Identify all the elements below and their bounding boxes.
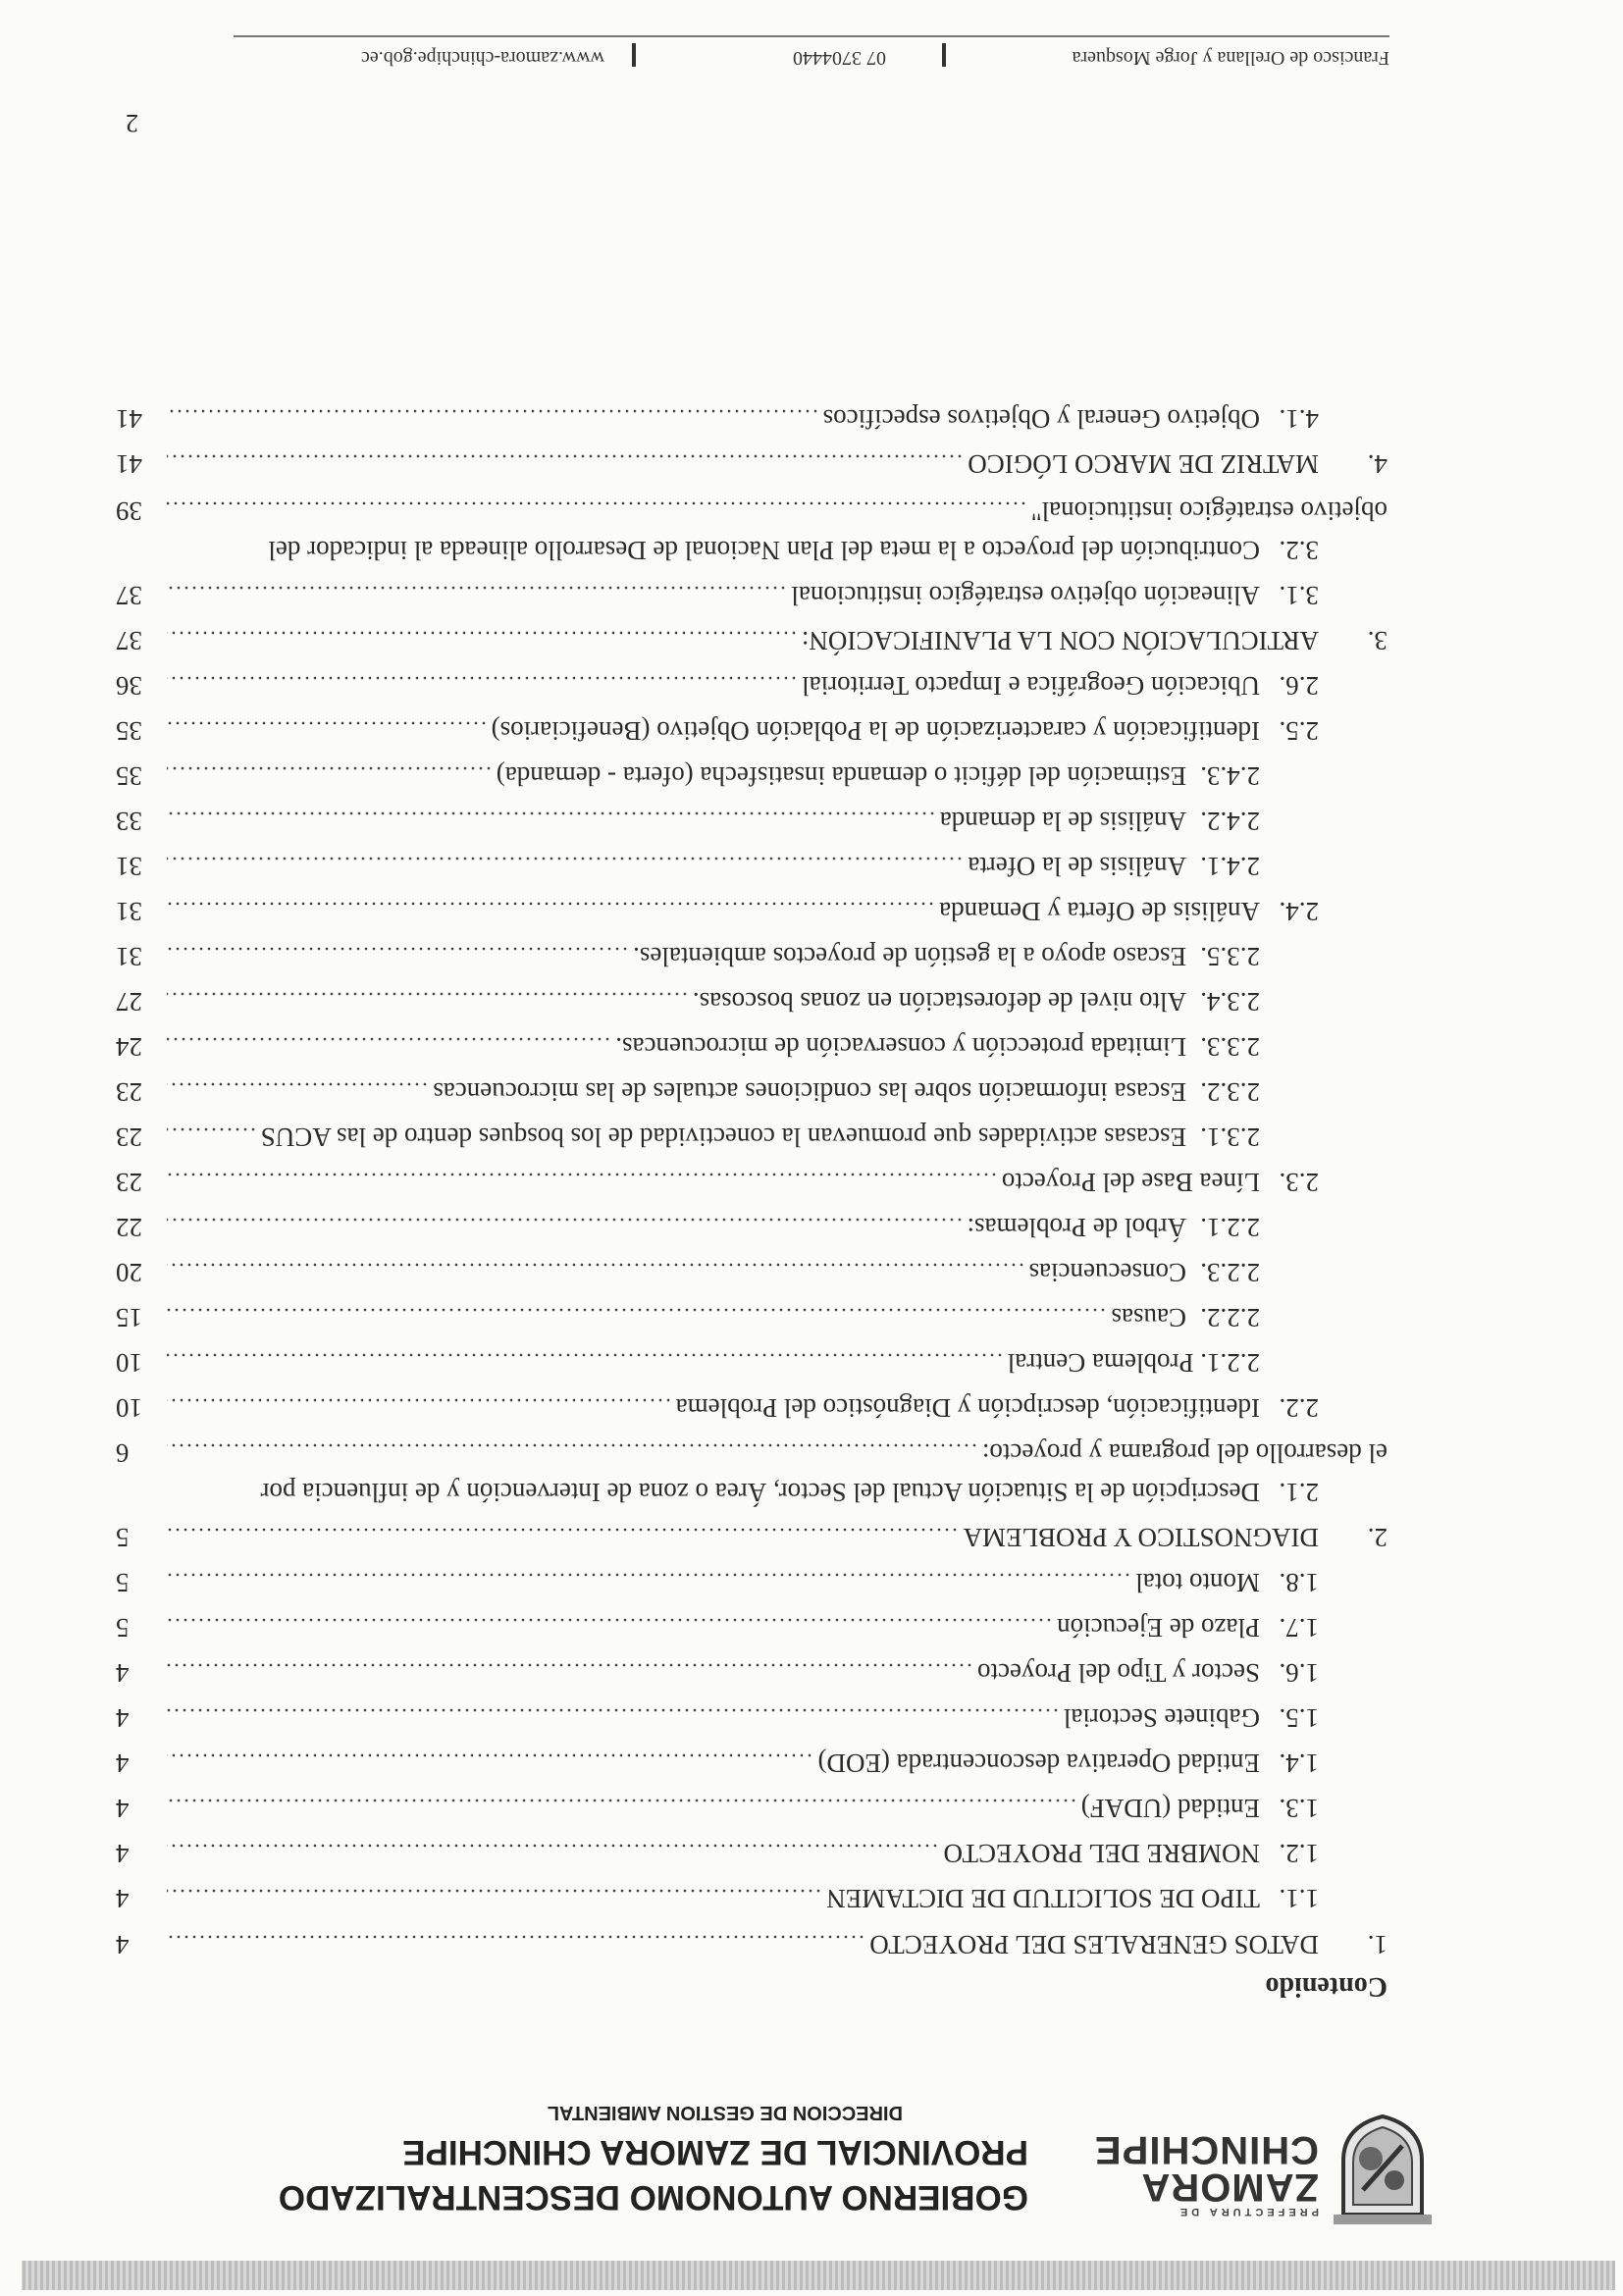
- toc-entry-number: 2.4.2.: [1200, 807, 1260, 836]
- toc-entry-page: 23: [116, 1122, 142, 1152]
- toc-entry-label: Monto total: [1135, 1568, 1260, 1597]
- toc-entry-leader: [167, 845, 1186, 888]
- toc-entry-number: 2.2.1.: [1200, 1213, 1260, 1242]
- toc-entry[interactable]: [0, 1877, 1623, 1920]
- toc-entry-number: 1.1.: [1279, 1884, 1319, 1913]
- toc-entry-number: 3.2.: [1279, 536, 1319, 565]
- toc-entry-number: 2.3.: [1279, 1168, 1319, 1197]
- toc-entry-leader: [167, 1651, 1260, 1695]
- dot-leader: [167, 586, 787, 590]
- toc-entry-page: 23: [116, 1168, 142, 1197]
- dot-leader: [167, 992, 689, 996]
- toc-entry[interactable]: [0, 1516, 1623, 1559]
- toc-entry-label: Objetivo General y Objetivos específicos: [822, 404, 1260, 434]
- toc-entry-leader: [167, 1877, 1260, 1920]
- toc-entry-number: 1.2.: [1279, 1839, 1319, 1868]
- toc-entry-label: Alto nivel de deforestación en zonas boscosas.: [692, 987, 1186, 1017]
- dot-leader: [167, 857, 964, 861]
- toc-entry-leader: [167, 574, 1260, 617]
- toc-entry[interactable]: [0, 1251, 1623, 1294]
- toc-entry-number: 1.: [1367, 1930, 1387, 1959]
- dot-leader: [167, 1398, 672, 1402]
- toc-entry[interactable]: [0, 845, 1623, 888]
- toc-entry[interactable]: [0, 755, 1623, 798]
- toc-entry[interactable]: [0, 1386, 1623, 1430]
- toc-entry[interactable]: [0, 1742, 1623, 1785]
- toc-entry-number: 1.8.: [1279, 1568, 1319, 1597]
- toc-entry-label: Análisis de la demanda: [939, 807, 1186, 836]
- toc-entry-leader: [167, 1025, 1186, 1069]
- toc-entry-leader: [167, 619, 1319, 662]
- dot-leader: [167, 1935, 865, 1939]
- toc-entry-page: 39: [116, 496, 142, 526]
- toc-entry[interactable]: [0, 1651, 1623, 1695]
- toc-entry-leader: [167, 1923, 1319, 1966]
- toc-entry-label: Contribución del proyecto a la meta del Plan Nacional de Desarrollo alineada al indicador del: [268, 536, 1260, 565]
- toc-entry-page: 37: [116, 581, 142, 610]
- dot-leader: [167, 1443, 978, 1447]
- toc-entry-number: 2.4.3.: [1200, 761, 1260, 791]
- toc-entry-label: Identificación y caracterización de la Población Objetivo (Beneficiarios): [491, 716, 1260, 746]
- government-title-line-2: PROVINCIAL DE ZAMORA CHINCHIPE: [402, 2133, 1028, 2171]
- toc-entry-leader: [167, 935, 1186, 978]
- toc-entry-number: 1.3.: [1279, 1794, 1319, 1823]
- toc-entry[interactable]: [0, 935, 1623, 978]
- toc-entry-label: Plazo de Ejecución: [1057, 1613, 1260, 1643]
- dot-leader: [167, 1573, 1131, 1577]
- toc-entry-number: 2.6.: [1279, 671, 1319, 701]
- footer: [234, 39, 1389, 69]
- toc-entry-leader: [167, 443, 1319, 486]
- footer-rule: [234, 35, 1389, 37]
- toc-entry-label: Alineación objetivo estratégico institucional: [791, 581, 1260, 610]
- dot-leader: [167, 721, 488, 725]
- toc-entry-page: 4: [116, 1930, 130, 1959]
- toc-entry-leader: [167, 709, 1260, 753]
- government-title-line-1: GOBIERNO AUTONOMO DESCENTRALIZADO: [278, 2178, 1028, 2217]
- toc-entry-page: 5: [116, 1613, 130, 1643]
- toc-entry-number: 1.4.: [1279, 1748, 1319, 1778]
- dot-leader: [167, 676, 798, 680]
- toc-entry-leader: [167, 1386, 1260, 1430]
- dot-leader: [167, 1663, 973, 1667]
- toc-entry-label: Gabinete Sectorial: [1063, 1703, 1260, 1733]
- dot-leader: [167, 1799, 1077, 1802]
- toc-entry-page: 15: [116, 1303, 142, 1332]
- dot-leader: [167, 1353, 1004, 1357]
- toc-entry-leader: [167, 755, 1186, 798]
- toc-entry[interactable]: [0, 1696, 1623, 1740]
- toc-entry-page: 10: [116, 1393, 142, 1423]
- dot-leader: [167, 1753, 813, 1757]
- toc-entry-leader: [167, 800, 1186, 843]
- toc-entry[interactable]: [0, 443, 1623, 486]
- dot-leader: [167, 409, 819, 413]
- toc-entry-page: 24: [116, 1032, 142, 1062]
- toc-entry[interactable]: [0, 890, 1623, 933]
- toc-entry-leader: [167, 664, 1260, 707]
- toc-entry[interactable]: [0, 619, 1623, 662]
- toc-entry[interactable]: [0, 1432, 1623, 1514]
- toc-entry-leader: [167, 1606, 1260, 1649]
- toc-entry-leader: [167, 1516, 1319, 1559]
- toc-entry-leader: [167, 1742, 1260, 1785]
- toc-entry-label: Análisis de Oferta y Demanda: [939, 897, 1260, 926]
- toc-entry[interactable]: [0, 1606, 1623, 1649]
- toc-entry-leader: [167, 1251, 1186, 1294]
- toc-entry[interactable]: [0, 709, 1623, 753]
- toc-entry[interactable]: [0, 1832, 1623, 1875]
- toc-entry-leader: [167, 890, 1260, 933]
- dot-leader: [167, 1127, 257, 1131]
- toc-entry-number: 4.: [1367, 449, 1387, 479]
- toc-entry-label: DIAGNOSTICO Y PROBLEMA: [963, 1523, 1319, 1552]
- footer-address: Francisco de Orellana y Jorge Mosquera: [1072, 47, 1389, 69]
- toc-entry-page: 35: [116, 761, 142, 791]
- dot-leader: [167, 1844, 939, 1848]
- toc-entry-leader: [167, 1116, 1186, 1159]
- toc-entry-number: 2.2.3.: [1200, 1258, 1260, 1287]
- toc-entry-page: 4: [116, 1703, 130, 1733]
- toc-entry-page: 4: [116, 1658, 130, 1688]
- toc-entry[interactable]: [0, 1070, 1623, 1114]
- toc-entry-page: 31: [116, 942, 142, 971]
- toc-entry-page: 37: [116, 626, 142, 655]
- toc-entry-leader: [167, 397, 1260, 441]
- toc-entry-page: 10: [116, 1348, 142, 1378]
- dot-leader: [167, 811, 936, 815]
- toc-entry-number: 2.5.: [1279, 716, 1319, 746]
- dot-leader: [167, 1037, 611, 1041]
- toc-title: Contenido: [1265, 1971, 1387, 2002]
- toc-entry-label: NOMBRE DEL PROYECTO: [943, 1839, 1260, 1868]
- toc-entry-page: 33: [116, 807, 142, 836]
- toc-entry-label: Sector y Tipo del Proyecto: [977, 1658, 1260, 1688]
- toc-entry-leader: [167, 1296, 1186, 1339]
- toc-entry-leader: [167, 1206, 1186, 1249]
- dot-leader: [167, 501, 1027, 505]
- dot-leader: [167, 1173, 998, 1176]
- toc-entry-label: Consecuencias: [1028, 1258, 1186, 1287]
- toc-entry-leader: [167, 1432, 1387, 1475]
- toc-entry-label-continued: el desarrollo del programa y proyecto:: [981, 1438, 1387, 1468]
- toc-entry-label: Árbol de Problemas:: [967, 1213, 1186, 1242]
- toc-entry[interactable]: [0, 980, 1623, 1023]
- toc-entry-page: 31: [116, 852, 142, 881]
- toc-entry[interactable]: [0, 397, 1623, 441]
- toc-entry-label: 2.2.1. Problema Central: [1007, 1348, 1260, 1378]
- brand-line-2: CHINCHIPE: [1093, 2128, 1319, 2171]
- dot-leader: [167, 1708, 1060, 1712]
- toc-entry-label: Escasa información sobre las condiciones actuales de las microcuencas: [433, 1077, 1186, 1107]
- toc-entry-label: Línea Base del Proyecto: [1001, 1168, 1260, 1197]
- toc-entry[interactable]: [0, 1206, 1623, 1249]
- footer-separator: [632, 43, 636, 67]
- toc-entry-label: Estimación del déficit o demanda insatisfecha (oferta - demanda): [496, 761, 1186, 791]
- toc-entry-leader: [167, 1832, 1260, 1875]
- footer-website[interactable]: www.zamora-chinchipe.gob.ec: [360, 47, 604, 69]
- toc-entry-label: Descripción de la Situación Actual del Sector, Área o zona de Intervención y de influencia por: [260, 1478, 1260, 1507]
- toc-entry-page: 4: [116, 1748, 130, 1778]
- toc-entry-number: 2.3.2.: [1200, 1077, 1260, 1107]
- toc-entry-number: 2.: [1367, 1523, 1387, 1552]
- toc-entry-page: 4: [116, 1884, 130, 1913]
- toc-entry-number: 2.2.2.: [1200, 1303, 1260, 1332]
- toc-entry-page: 31: [116, 897, 142, 926]
- toc-entry-page: 27: [116, 987, 142, 1017]
- toc-entry[interactable]: [0, 800, 1623, 843]
- toc-entry-leader: [167, 1341, 1260, 1384]
- dot-leader: [167, 1082, 429, 1086]
- toc-entry-label: Ubicación Geográfica e Impacto Territorial: [802, 671, 1260, 701]
- toc-entry-label: ARTICULACIÓN CON LA PLANIFICACIÓN:: [801, 626, 1319, 655]
- toc-entry-page: 5: [116, 1523, 130, 1552]
- toc-entry-label: Identificación, descripción y Diagnóstico del Problema: [675, 1393, 1260, 1423]
- toc-entry-page: 41: [116, 449, 142, 479]
- toc-entry-number: 2.3.1.: [1200, 1122, 1260, 1152]
- toc-entry-label: Causas: [1111, 1303, 1186, 1332]
- brand-prefix: PREFECTURA DE: [1176, 2206, 1319, 2218]
- toc-entry-number: 1.5.: [1279, 1703, 1319, 1733]
- toc-entry-page: 4: [116, 1839, 130, 1868]
- toc-entry-label: Entidad (UDAF): [1080, 1794, 1260, 1823]
- footer-separator: [942, 43, 946, 67]
- toc-entry-number: 2.4.1.: [1200, 852, 1260, 881]
- department-name: DIRECCION DE GESTION AMBIENTAL: [547, 2102, 903, 2123]
- dot-leader: [167, 631, 798, 635]
- toc-entry[interactable]: [0, 1296, 1623, 1339]
- dot-leader: [167, 766, 493, 770]
- toc-entry-label: Escaso apoyo a la gestión de proyectos ambientales.: [633, 942, 1186, 971]
- toc-entry-number: 2.2.: [1279, 1393, 1319, 1423]
- toc-entry[interactable]: [0, 1341, 1623, 1384]
- toc-entry-number: 1.6.: [1279, 1658, 1319, 1688]
- toc-entry-label-continued: objetivo estratégico institucional": [1030, 496, 1387, 526]
- toc-entry[interactable]: [0, 574, 1623, 617]
- toc-entry-page: 5: [116, 1568, 130, 1597]
- toc-entry-number: 2.3.5.: [1200, 942, 1260, 971]
- toc-entry[interactable]: [0, 1923, 1623, 1966]
- dot-leader: [167, 902, 935, 906]
- toc-entry-page: 36: [116, 671, 142, 701]
- toc-entry-leader: [167, 1161, 1260, 1204]
- dot-leader: [167, 1308, 1108, 1312]
- toc-entry-label: TIPO DE SOLICITUD DE DICTAMEN: [826, 1884, 1260, 1913]
- toc-entry-label: DATOS GENERALES DEL PROYECTO: [869, 1930, 1319, 1959]
- toc-entry-label: Entidad Operativa desconcentrada (EOD): [817, 1748, 1260, 1778]
- toc-entry[interactable]: [0, 1116, 1623, 1159]
- toc-entry-page: 23: [116, 1077, 142, 1107]
- dot-leader: [167, 947, 629, 951]
- toc-entry-page: 41: [116, 404, 142, 434]
- toc-entry[interactable]: [0, 1787, 1623, 1830]
- toc-entry-leader: [167, 1787, 1260, 1830]
- toc-entry[interactable]: [0, 490, 1623, 572]
- dot-leader: [167, 1889, 822, 1893]
- toc-entry-number: 3.: [1367, 626, 1387, 655]
- dot-leader: [167, 1528, 959, 1532]
- dot-leader: [167, 454, 964, 458]
- toc-entry-leader: [167, 1561, 1260, 1604]
- toc-entry-label: Análisis de la Oferta: [968, 852, 1186, 881]
- toc-entry-page: 35: [116, 716, 142, 746]
- toc-entry-page: 22: [116, 1213, 142, 1242]
- toc-entry-label: MATRIZ DE MARCO LÓGICO: [968, 449, 1319, 479]
- toc-entry-number: 1.7.: [1279, 1613, 1319, 1643]
- toc-entry-page: 6: [116, 1438, 130, 1468]
- toc-entry-leader: [167, 1070, 1186, 1114]
- dot-leader: [167, 1263, 1025, 1267]
- toc-entry[interactable]: [0, 1561, 1623, 1604]
- toc-entry-label: Limitada protección y conservación de microcuencas.: [615, 1032, 1186, 1062]
- toc-entry-number: 3.1.: [1279, 581, 1319, 610]
- toc-entry-leader: [167, 490, 1387, 533]
- toc-entry-leader: [167, 1696, 1260, 1740]
- toc-entry[interactable]: [0, 664, 1623, 707]
- toc-entry-number: 2.3.4.: [1200, 987, 1260, 1017]
- toc-entry[interactable]: [0, 1025, 1623, 1069]
- dot-leader: [167, 1618, 1053, 1622]
- footer-phone: 07 3704440: [793, 47, 886, 69]
- toc-entry-number: 2.3.3.: [1200, 1032, 1260, 1062]
- toc-entry[interactable]: [0, 1161, 1623, 1204]
- toc-entry-number: 2.1.: [1279, 1478, 1319, 1507]
- page-number: 2: [126, 109, 138, 137]
- toc-entry-page: 4: [116, 1794, 130, 1823]
- toc-entry-label: Escasas actividades que promuevan la conectividad de los bosques dentro de las ACUS: [260, 1122, 1186, 1152]
- brand-line-1: ZAMORA: [1140, 2166, 1319, 2209]
- toc-entry-number: 4.1.: [1279, 404, 1319, 434]
- toc-entry-page: 20: [116, 1258, 142, 1287]
- dot-leader: [167, 1218, 964, 1222]
- toc-entry-leader: [167, 980, 1186, 1023]
- toc-entry-number: 2.4.: [1279, 897, 1319, 926]
